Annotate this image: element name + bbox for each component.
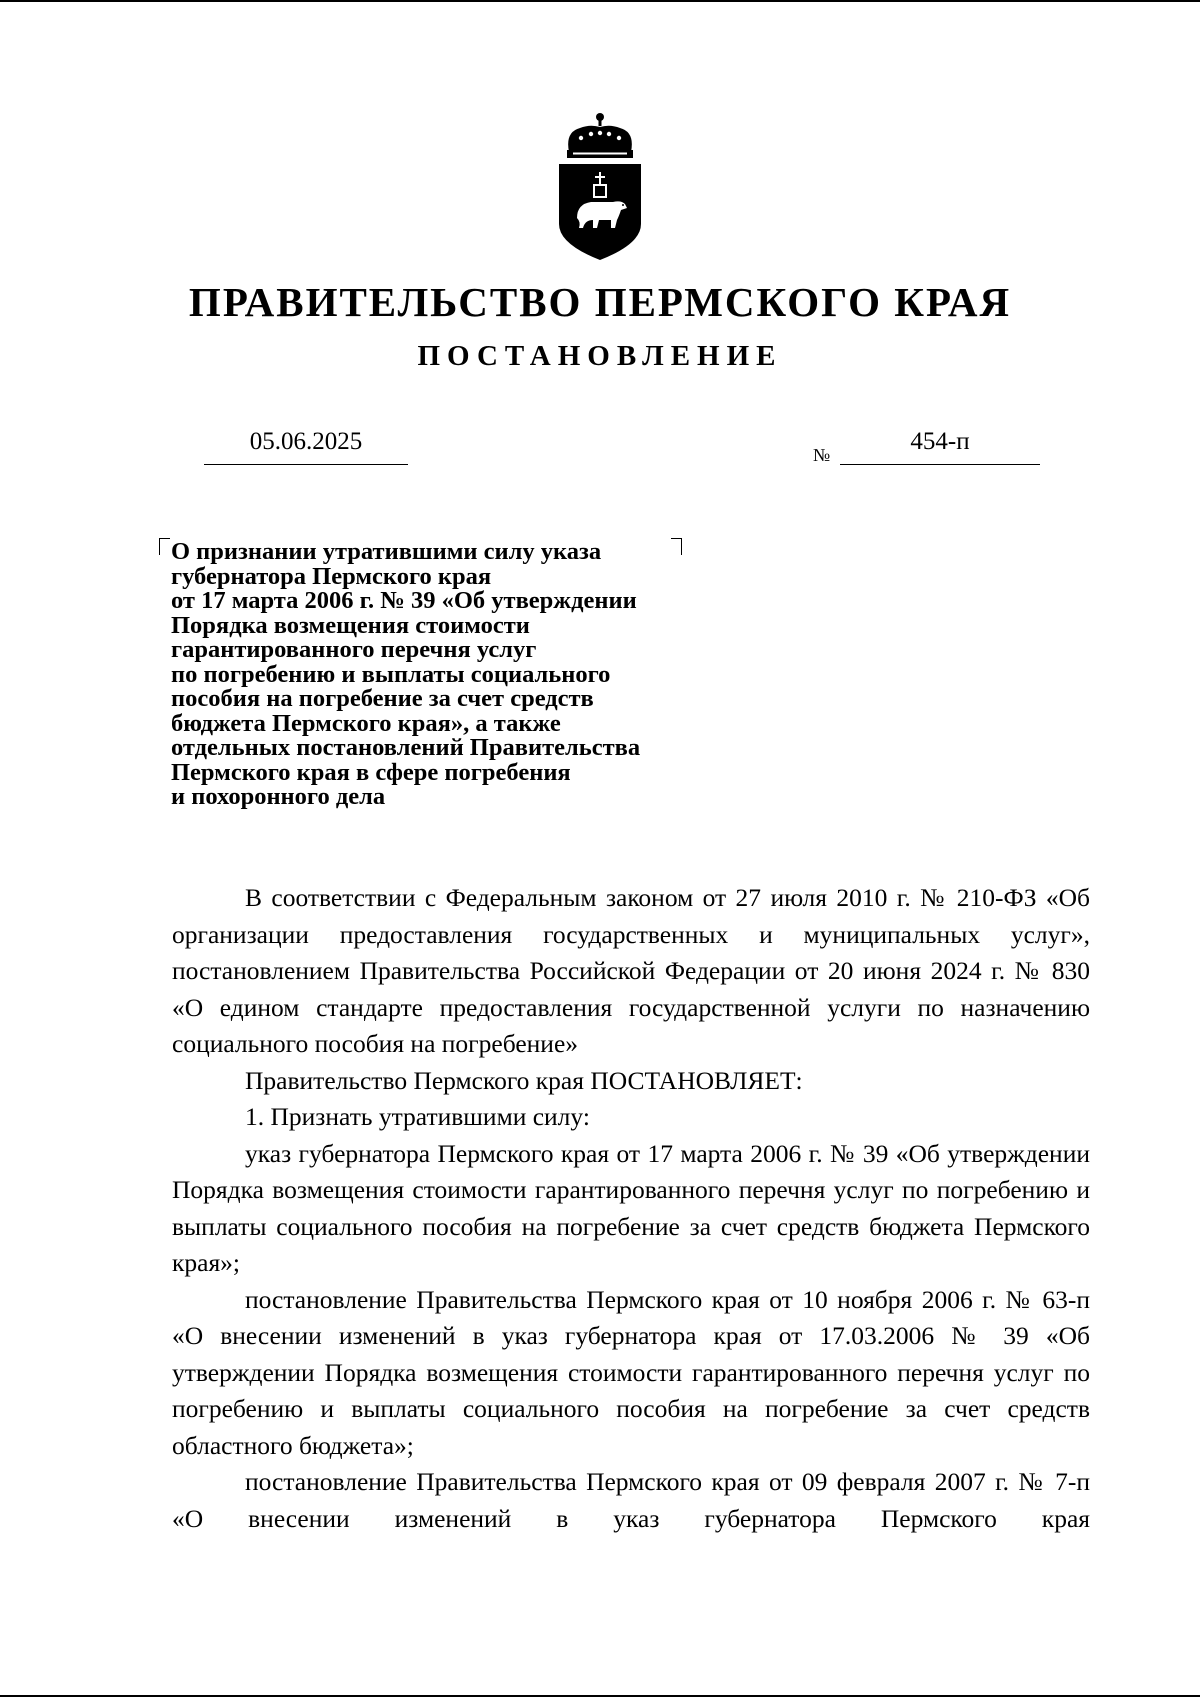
body-paragraph: постановление Правительства Пермского края от 09 февраля 2007 г. № 7-п «О внесении изменений в указ губернатора Пермского края	[172, 1467, 1090, 1533]
title-line: от 17 марта 2006 г. № 39 «Об утверждении	[171, 587, 637, 614]
document-type: ПОСТАНОВЛЕНИЕ	[417, 340, 783, 372]
number-sign: №	[813, 445, 831, 465]
title-line: отдельных постановлений Правительства	[171, 734, 641, 761]
title-line: Пермского края в сфере погребения	[171, 758, 571, 786]
title-line: Порядка возмещения стоимости	[171, 611, 530, 639]
title-line: пособия на погребение за счет средств	[171, 685, 594, 712]
document-title	[171, 540, 731, 810]
title-line: гарантированного перечня услуг	[171, 636, 537, 663]
scan-edge-top	[0, 0, 1200, 2]
body-paragraph: постановление Правительства Пермского края от 10 ноября 2006 г. № 63-п «О внесении изменений в указ губернатора края от 17.03.2006 № 39 «Об утверждении Порядка возмещения стоимости гарантированного перечня услуг по погребению и выплаты социального пособия на погребение за счет средств областного бюджета»;	[172, 1284, 1090, 1460]
body-paragraph: Правительство Пермского края ПОСТАНОВЛЯЕТ:	[245, 1065, 803, 1095]
perm-krai-coat-of-arms-icon	[555, 112, 645, 262]
body-paragraph: указ губернатора Пермского края от 17 марта 2006 г. № 39 «Об утверждении Порядка возмещения стоимости гарантированного перечня услуг по погребению и выплаты социального пособия на погребение за счет средств бюджета Пермского края»;	[172, 1138, 1090, 1277]
title-line: губернатора Пермского края	[171, 562, 492, 590]
body-paragraph: 1. Признать утратившими силу:	[245, 1102, 590, 1131]
title-line: бюджета Пермского края», а также	[171, 709, 561, 737]
document-date: 05.06.2025	[204, 424, 408, 465]
body-paragraph: В соответствии с Федеральным законом от 27 июля 2010 г. № 210-ФЗ «Об организации предоставления государственных и муниципальных услуг», постановлением Правительства Российской Федерации от 20 июня 2024 г. № 830 «О едином стандарте предоставления государственной услуги по назначению социального пособия на погребение»	[172, 883, 1090, 1058]
organization-title: ПРАВИТЕЛЬСТВО ПЕРМСКОГО КРАЯ	[188, 279, 1012, 325]
title-corner-left	[159, 538, 170, 555]
title-line: и похоронного дела	[171, 783, 386, 810]
title-line: по погребению и выплаты социального	[171, 660, 611, 688]
title-line: О признании утратившими силу указа	[171, 538, 602, 565]
document-body	[172, 880, 1090, 1537]
document-number: 454-п	[840, 424, 1040, 465]
